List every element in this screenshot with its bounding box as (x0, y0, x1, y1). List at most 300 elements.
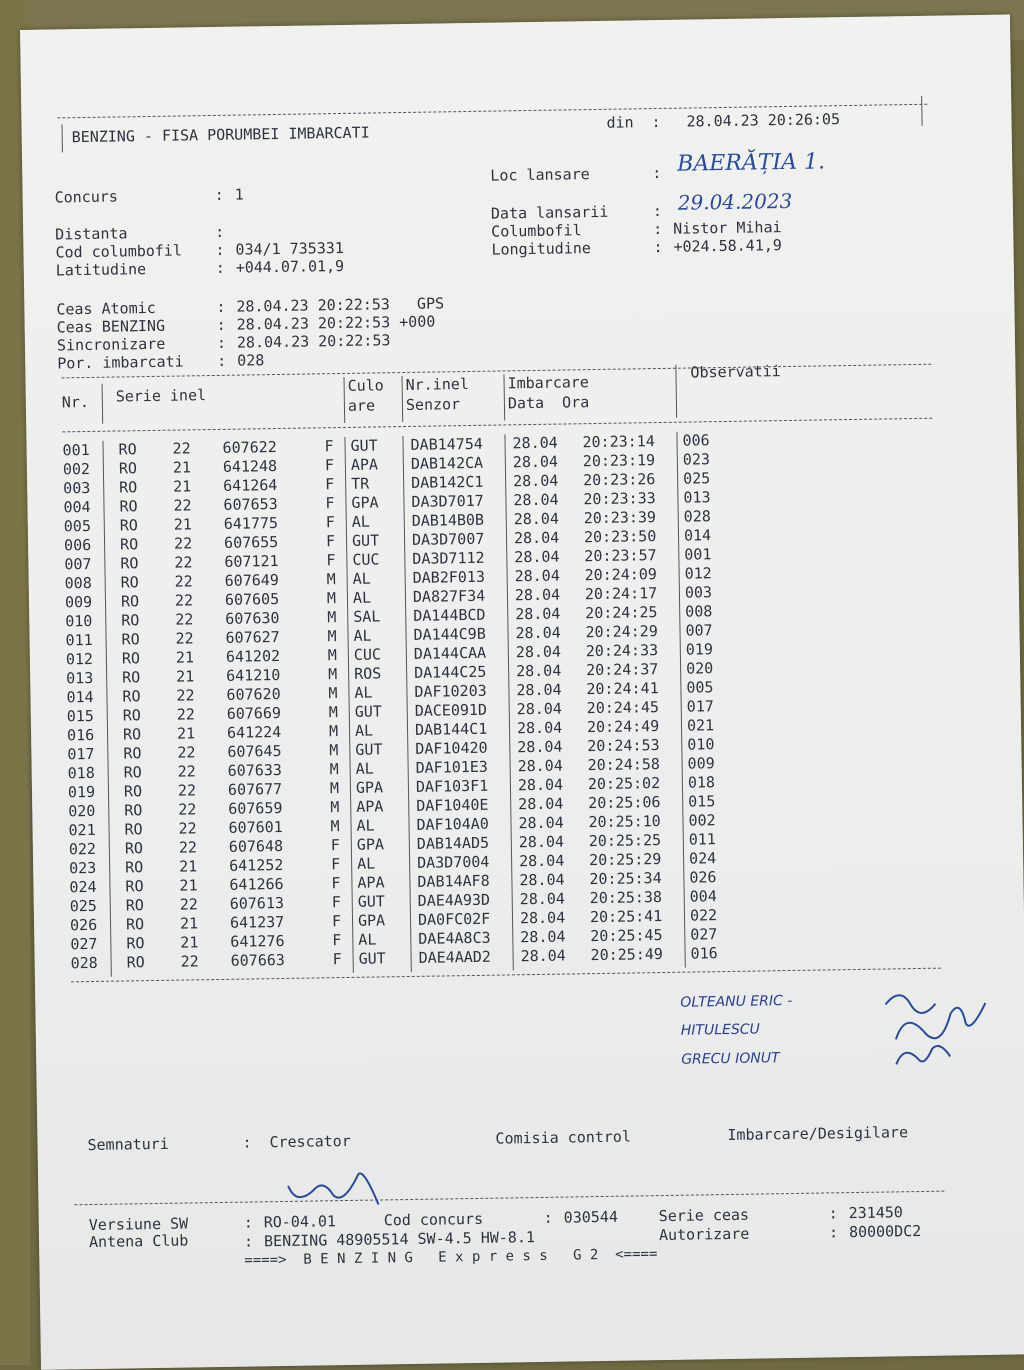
cell-an: 21 (180, 933, 199, 952)
cell-senzor: DA144BCD (413, 605, 486, 625)
cell-culoare: GPA (351, 493, 379, 512)
cell-obs: 021 (686, 716, 715, 735)
cell-tara: RO (123, 763, 142, 782)
cell-nr: 018 (67, 763, 95, 783)
cell-nr: 002 (62, 459, 91, 479)
commission-name-1: OLTEANU ERIC - (680, 992, 797, 1011)
cell-inel: 641248 (222, 457, 278, 476)
col-header-observatii: Observatii (690, 362, 781, 382)
cell-obs: 003 (684, 583, 713, 602)
cell-culoare: AL (353, 626, 372, 645)
cell-nr: 005 (63, 516, 92, 536)
cell-tara: RO (119, 516, 138, 535)
cell-ora: 20:25:06 (588, 793, 661, 813)
cell-nr: 014 (66, 687, 94, 707)
antena-club-label: Antena Club (88, 1231, 189, 1252)
concurs-value: 1 (234, 185, 244, 204)
cell-culoare: SAL (353, 607, 381, 626)
cell-obs: 004 (689, 887, 717, 906)
cell-nr: 006 (63, 535, 92, 555)
col-header-culoare-1: Culo (347, 376, 384, 395)
cell-ora: 20:24:25 (585, 603, 658, 623)
cell-sex: M (328, 722, 339, 741)
cell-culoare: APA (350, 455, 379, 474)
cell-an: 22 (174, 572, 193, 591)
cell-obs: 017 (686, 697, 714, 716)
commission-name-3: GRECU IONUT (681, 1050, 780, 1068)
cell-tara: RO (125, 896, 144, 915)
cell-nr: 003 (63, 478, 91, 498)
cell-obs: 005 (686, 678, 714, 697)
cell-sex: F (325, 513, 335, 532)
cell-senzor: DAB14AD5 (416, 833, 490, 853)
cell-culoare: TR (351, 474, 370, 493)
cell-senzor: DAB14AF8 (417, 871, 490, 891)
cell-obs: 015 (688, 792, 716, 811)
cell-culoare: CUC (353, 645, 382, 664)
cell-inel: 607653 (223, 495, 278, 514)
col-header-nr: Nr. (61, 392, 90, 412)
cell-an: 21 (179, 914, 199, 933)
cell-obs: 012 (684, 564, 712, 583)
birds-table-body (62, 428, 940, 982)
autorizare-value: 80000DC2 (848, 1221, 922, 1242)
cod-concurs-value: 030544 (563, 1207, 619, 1227)
cell-inel: 641237 (229, 912, 285, 932)
cell-ora: 20:23:33 (583, 489, 656, 509)
cell-inel: 607677 (227, 779, 283, 799)
cell-ora: 20:24:58 (587, 755, 661, 775)
serie-ceas-label: Serie ceas (658, 1205, 750, 1226)
cell-culoare: GUT (350, 436, 378, 455)
cell-nr: 013 (66, 668, 94, 688)
cell-senzor: DA3D7004 (416, 852, 490, 872)
cell-nr: 010 (65, 611, 93, 631)
cell-senzor: DAB14B0B (411, 510, 485, 530)
cell-data: 28.04 (512, 433, 558, 453)
cell-culoare: CUC (352, 550, 380, 569)
cell-culoare: AL (356, 854, 376, 873)
cell-culoare: GPA (356, 835, 385, 854)
cell-senzor: DAF101E3 (415, 757, 489, 777)
document-title: BENZING - FISA PORUMBEI IMBARCATI (71, 123, 370, 147)
cell-an: 22 (174, 591, 194, 610)
cod-columbofil-value: 034/1 735331 (235, 238, 344, 259)
cell-tara: RO (124, 801, 143, 820)
cell-nr: 001 (62, 440, 90, 460)
cell-tara: RO (125, 858, 144, 877)
cell-senzor: DAE4A8C3 (418, 928, 491, 948)
cell-obs: 007 (685, 621, 713, 640)
cell-ora: 20:24:45 (586, 698, 660, 718)
cell-data: 28.04 (516, 718, 563, 738)
cell-tara: RO (118, 440, 137, 459)
cell-data: 28.04 (517, 775, 564, 795)
cell-data: 28.04 (516, 699, 563, 719)
cell-tara: RO (118, 459, 138, 478)
cell-tara: RO (122, 687, 141, 706)
cell-senzor: DA144C9B (413, 624, 486, 644)
cell-senzor: DA827F34 (412, 586, 486, 606)
cell-data: 28.04 (518, 832, 565, 852)
cell-ora: 20:24:33 (585, 641, 659, 661)
cell-inel: 641252 (229, 855, 284, 875)
cell-ora: 20:23:57 (584, 546, 657, 566)
header-sep-imbarcare (675, 365, 677, 418)
cell-data: 28.04 (517, 756, 563, 776)
cell-tara: RO (125, 915, 145, 934)
cell-inel: 641775 (223, 514, 279, 533)
cell-tara: RO (123, 782, 143, 801)
cell-inel: 607659 (228, 798, 283, 818)
cell-inel: 641276 (230, 931, 285, 951)
cell-senzor: DA144C25 (414, 662, 487, 682)
cell-an: 21 (179, 857, 198, 876)
cell-data: 28.04 (518, 813, 564, 833)
cell-culoare: AL (356, 816, 375, 835)
ceas-atomic-value: 28.04.23 20:22:53 GPS (236, 294, 445, 316)
brand-line: ====> B E N Z I N G E x p r e s s G 2 <==== (244, 1246, 658, 1269)
cell-inel: 607663 (230, 950, 285, 970)
cell-sex: F (331, 912, 342, 931)
cell-tara: RO (119, 535, 139, 554)
cell-sex: M (327, 646, 338, 665)
cell-nr: 017 (67, 744, 95, 764)
longitudine-value: +024.58.41,9 (673, 236, 782, 256)
cell-senzor: DAE4A93D (417, 890, 491, 910)
cell-sex: M (328, 665, 338, 684)
cell-obs: 019 (685, 640, 714, 659)
cell-inel: 607648 (228, 836, 284, 856)
cell-nr: 026 (69, 915, 98, 935)
cell-culoare: AL (354, 683, 373, 702)
cell-ora: 20:25:02 (587, 774, 661, 794)
cell-sex: F (332, 931, 342, 950)
cell-ora: 20:24:17 (584, 584, 658, 604)
antena-club-value: BENZING 48905514 SW-4.5 HW-8.1 (263, 1228, 536, 1251)
cell-nr: 011 (65, 630, 93, 650)
header-left-border (61, 124, 62, 152)
cell-culoare: AL (354, 721, 374, 740)
cell-senzor: DAB142CA (410, 453, 484, 473)
cell-sex: M (327, 627, 337, 646)
cell-obs: 014 (683, 526, 712, 545)
cell-senzor: DA0FC02F (417, 909, 491, 929)
cell-senzor: DA3D7112 (412, 548, 485, 568)
cell-ora: 20:25:38 (589, 888, 663, 908)
ceas-benzing-label: Ceas BENZING (56, 316, 166, 337)
cell-culoare: APA (357, 873, 385, 892)
autorizare-label: Autorizare (658, 1224, 750, 1245)
din-label: din (606, 113, 634, 132)
cell-culoare: AL (358, 930, 377, 949)
cell-senzor: DA3D7017 (411, 491, 484, 511)
por-imbarcati-value: 028 (237, 351, 265, 370)
cell-senzor: DAB144C1 (414, 719, 488, 739)
latitudine-label: Latitudine (55, 260, 147, 280)
cell-inel: 607601 (228, 817, 283, 837)
cell-obs: 027 (690, 925, 718, 944)
col-header-imbarcare-1: Imbarcare (507, 373, 590, 393)
cell-culoare: GUT (355, 740, 383, 759)
cell-senzor: DAB2F013 (412, 567, 486, 587)
cell-sex: M (329, 779, 340, 798)
cell-inel: 607630 (225, 608, 280, 628)
cell-an: 21 (172, 458, 192, 477)
data-lansarii-label: Data lansarii (490, 202, 609, 223)
cell-sex: F (332, 950, 342, 969)
col-header-senzor-2: Senzor (405, 395, 461, 414)
cell-culoare: GPA (357, 911, 386, 930)
cell-data: 28.04 (512, 452, 559, 472)
cell-inel: 607627 (225, 627, 280, 647)
cell-an: 21 (175, 648, 195, 667)
cell-tara: RO (124, 820, 143, 839)
cell-obs: 018 (687, 773, 716, 792)
cell-nr: 019 (67, 782, 96, 802)
cell-obs: 028 (683, 507, 711, 526)
cell-tara: RO (121, 611, 140, 630)
header-sep-culoare (401, 376, 403, 422)
data-lansarii-handwritten: 29.04.2023 (677, 188, 793, 215)
cell-obs: 002 (688, 811, 716, 830)
cell-culoare: GUT (351, 531, 380, 550)
cell-senzor: DAB14754 (410, 434, 483, 454)
cell-ora: 20:24:49 (586, 717, 660, 737)
cell-obs: 026 (689, 868, 717, 887)
cell-inel: 641264 (223, 476, 278, 495)
sincronizare-label: Sincronizare (56, 334, 166, 355)
cell-inel: 641224 (226, 722, 282, 742)
col-header-imbarcare-2: Data Ora (507, 393, 590, 413)
cell-inel: 641266 (229, 874, 284, 894)
cell-tara: RO (124, 839, 144, 858)
cell-ora: 20:24:41 (586, 679, 659, 699)
ceas-atomic-label: Ceas Atomic (56, 298, 156, 319)
cell-an: 22 (175, 610, 194, 629)
loc-lansare-label: Loc lansare (490, 165, 590, 185)
cell-data: 28.04 (514, 566, 560, 586)
cell-an: 21 (179, 876, 198, 895)
cell-nr: 022 (68, 839, 97, 859)
cell-senzor: DA3D7007 (411, 529, 485, 549)
sincronizare-value: 28.04.23 20:22:53 (236, 331, 391, 352)
cell-tara: RO (120, 573, 139, 592)
cell-an: 22 (176, 705, 195, 724)
cell-nr: 009 (64, 592, 93, 612)
cell-ora: 20:24:09 (584, 565, 658, 585)
cell-an: 22 (180, 952, 199, 971)
cell-tara: RO (123, 744, 142, 763)
serie-ceas-value: 231450 (848, 1203, 904, 1223)
cell-obs: 001 (684, 545, 712, 564)
cell-obs: 009 (687, 754, 715, 773)
footer-top-rule (74, 1191, 944, 1206)
cell-an: 22 (177, 762, 196, 781)
comisia-control-label: Comisia control (495, 1127, 632, 1148)
cell-tara: RO (119, 478, 138, 497)
cell-an: 22 (174, 553, 193, 572)
cell-data: 28.04 (513, 490, 559, 510)
cell-obs: 020 (685, 659, 714, 678)
cell-data: 28.04 (515, 642, 562, 662)
cell-tara: RO (126, 953, 145, 972)
cell-an: 22 (172, 439, 191, 458)
cod-concurs-label: Cod concurs (383, 1209, 484, 1230)
cell-sex: M (328, 703, 338, 722)
cell-tara: RO (121, 649, 141, 668)
cell-inel: 607655 (223, 533, 279, 552)
cell-nr: 028 (70, 953, 98, 973)
cell-an: 22 (177, 781, 197, 800)
col-header-culoare-2: are (347, 396, 376, 415)
cell-nr: 020 (68, 801, 96, 821)
din-timestamp: 28.04.23 20:26:05 (686, 110, 841, 131)
cell-sex: F (331, 874, 341, 893)
printout-sheet: BENZING - FISA PORUMBEI IMBARCATI din : 28.04.23 20:26:05 Concurs : 1 Distanta : Cod columbofil : 034/1 735331 Latitudine : +044.07.01,9 Loc lansare : BAERĂȚIA 1. Data lansarii : 29.04.2023 Columbofil : Nistor Mihai Longitudine : +024.58.41,9 Ceas Atomic : 28.04.23 20:22:53 GPS Ceas BENZING : 28.04.23 20:22:53 +000 Sincronizare : 28.04.23 20:22:53 Por. imbarcati : 028 Nr. Serie inel Culo are Nr.inel Senzor Imbarcare Data Ora Observatii 001 RO 22 607622 F GUT DAB14754 28.04 20:23:14 006 002 RO 21 641248 F APA DAB142CA 28.04 20:23:19 023 003 RO 21 641264 F TR DAB142C1 28.04 20:23:26 025 004 RO 22 607653 F GPA DA3D7017 28.04 20:23:33 013 005 RO 21 641775 F AL DAB14B0B 28.04 20:23:39 028 006 RO 22 607655 F GUT DA3D7007 28.04 20:23:50 014 007 RO 22 607121 F CUC DA3D7112 28.04 20:23:57 001 008 RO 22 607649 M AL DAB2F013 28.04 20:24:09 012 009 RO 22 607605 M AL DA827F34 28.04 20:24:17 003 010 RO 22 607630 M SAL DA144BCD 28.04 20:24:25 008 011 RO 22 607627 M AL DA144C9B 28.04 20:24:29 007 012 RO 21 641202 M CUC DA144CAA 28.04 20:24:33 019 013 RO 21 641210 M ROS DA144C25 28.04 20:24:37 020 014 RO 22 607620 M AL DAF10203 28.04 20:24:41 005 015 RO 22 607669 M GUT DACE091D 28.04 20:24:45 017 016 RO 21 641224 M AL DAB144C1 28.04 20:24:49 021 017 RO 22 607645 M GUT DAF10420 28.04 20:24:53 010 018 RO 22 607633 M AL DAF101E3 28.04 20:24:58 009 019 RO 22 607677 M GPA DAF103F1 28.04 20:25:02 018 020 RO 22 607659 M APA DAF1040E 28.04 20:25:06 015 021 RO 22 607601 M AL DAF104A0 28.04 20:25:10 002 022 RO 22 607648 F GPA DAB14AD5 28.04 20:25:25 011 023 RO 21 641252 F AL DA3D7004 28.04 20:25:29 024 024 RO 21 641266 F APA DAB14AF8 28.04 20:25:34 026 025 RO 22 607613 F GUT DAE4A93D 28.04 20:25:38 004 026 RO 21 641237 F GPA DA0FC02F 28.04 20:25:41 022 027 RO 21 641276 F AL DAE4A8C3 28.04 20:25:45 027 028 RO 22 607663 F GUT DAE4AAD2 28.04 20:25:49 016 OLTEANU ERIC - HITULESCU GRECU IONUT Semnaturi : Crescator Comisia control Imbarcare/Desigilare Versiune SW : RO-04.01 Cod concurs : 030544 Serie ceas : 231450 Antena Club : BENZING 48905514 SW-4.5 HW-8.1 Autorizare : 80000DC2 ====> B E N Z I N G E x p r e s s G 2 <==== (20, 14, 1024, 1369)
cell-sex: M (327, 608, 337, 627)
col-header-serie-inel: Serie inel (115, 386, 207, 406)
cell-ora: 20:24:53 (587, 736, 660, 756)
cell-senzor: DAF10420 (415, 738, 488, 758)
cell-data: 28.04 (520, 927, 566, 947)
cell-tara: RO (122, 706, 141, 725)
crescator-label: Crescator (269, 1131, 351, 1152)
cell-an: 22 (175, 629, 194, 648)
cell-culoare: AL (352, 588, 372, 607)
cell-culoare: AL (355, 759, 374, 778)
versiune-sw-value: RO-04.01 (263, 1212, 337, 1232)
cell-sex: M (328, 684, 338, 703)
columbofil-value: Nistor Mihai (673, 218, 782, 238)
cell-ora: 20:23:39 (583, 508, 657, 528)
cell-data: 28.04 (519, 908, 566, 928)
header-sep-nr (102, 384, 104, 424)
cell-an: 22 (178, 800, 197, 819)
cell-an: 22 (177, 743, 196, 762)
cell-obs: 022 (689, 906, 718, 925)
cell-data: 28.04 (513, 509, 560, 529)
cell-senzor: DAF1040E (416, 795, 489, 815)
header-sep-serie (343, 377, 345, 423)
cell-data: 28.04 (518, 794, 564, 814)
cell-senzor: DAF103F1 (415, 776, 489, 796)
cell-an: 22 (178, 819, 197, 838)
imbarcare-desigilare-label: Imbarcare/Desigilare (727, 1123, 909, 1145)
cell-obs: 013 (683, 488, 711, 507)
cell-ora: 20:23:19 (582, 451, 656, 471)
cell-data: 28.04 (514, 547, 560, 567)
cell-obs: 023 (682, 450, 711, 469)
cell-data: 28.04 (513, 471, 559, 491)
semnaturi-label: Semnaturi (87, 1134, 169, 1155)
cell-an: 21 (176, 724, 196, 743)
cell-ora: 20:23:26 (582, 470, 656, 490)
cell-senzor: DA144CAA (413, 643, 487, 663)
cell-senzor: DAF104A0 (416, 814, 489, 834)
cell-nr: 004 (63, 497, 91, 517)
cell-inel: 607649 (224, 571, 279, 590)
ceas-benzing-value: 28.04.23 20:22:53 +000 (236, 312, 436, 334)
commission-signatures (875, 983, 1006, 1075)
cell-nr: 021 (68, 820, 96, 840)
cell-ora: 20:25:25 (588, 831, 662, 851)
cell-sex: F (326, 551, 336, 570)
cell-inel: 641202 (225, 646, 281, 666)
cell-tara: RO (120, 554, 139, 573)
loc-lansare-handwritten: BAERĂȚIA 1. (676, 149, 826, 177)
cell-inel: 607633 (227, 760, 282, 780)
cell-culoare: AL (351, 512, 370, 531)
latitudine-value: +044.07.01,9 (235, 256, 345, 277)
cell-ora: 20:23:14 (582, 432, 655, 452)
cell-data: 28.04 (515, 604, 561, 624)
cell-inel: 607645 (227, 741, 282, 761)
cell-an: 21 (173, 477, 192, 496)
cell-tara: RO (125, 877, 144, 896)
cell-culoare: APA (356, 797, 384, 816)
distanta-label: Distanta (55, 224, 128, 244)
cell-nr: 016 (66, 725, 95, 745)
cell-obs: 025 (682, 469, 711, 488)
cell-nr: 012 (65, 649, 94, 669)
cell-inel: 607622 (222, 438, 277, 457)
cell-inel: 607121 (224, 552, 279, 571)
cell-obs: 016 (690, 944, 718, 963)
cell-senzor: DAB142C1 (411, 472, 484, 492)
cell-data: 28.04 (516, 680, 562, 700)
cell-sex: M (330, 817, 340, 836)
cell-sex: F (325, 494, 335, 513)
cell-senzor: DACE091D (414, 700, 488, 720)
cell-tara: RO (122, 725, 142, 744)
cell-sex: F (324, 456, 335, 475)
cell-data: 28.04 (517, 737, 563, 757)
cell-senzor: DAF10203 (414, 681, 487, 701)
cell-inel: 641210 (226, 665, 281, 685)
col-header-senzor-1: Nr.inel (405, 374, 469, 394)
cell-culoare: AL (352, 569, 371, 588)
cell-nr: 007 (64, 554, 92, 574)
cell-nr: 027 (70, 934, 98, 954)
header-sep-senzor (503, 374, 505, 420)
cell-an: 22 (173, 534, 193, 553)
cell-data: 28.04 (520, 946, 566, 966)
cell-ora: 20:25:45 (590, 926, 663, 946)
cell-nr: 023 (69, 858, 97, 878)
cell-an: 22 (178, 838, 198, 857)
cell-ora: 20:25:49 (590, 945, 663, 965)
cell-inel: 607669 (226, 703, 282, 723)
cell-sex: M (326, 570, 336, 589)
columbofil-label: Columbofil (491, 221, 582, 241)
cell-obs: 010 (687, 735, 715, 754)
cell-data: 28.04 (514, 585, 561, 605)
cell-culoare: ROS (354, 664, 382, 683)
cell-ora: 20:25:41 (589, 907, 663, 927)
cell-ora: 20:25:10 (588, 812, 661, 832)
cell-inel: 607605 (224, 590, 280, 609)
cell-nr: 024 (69, 877, 97, 897)
cell-tara: RO (121, 630, 140, 649)
cell-obs: 006 (682, 431, 710, 450)
cell-sex: F (331, 893, 341, 912)
cell-ora: 20:24:29 (585, 622, 658, 642)
cell-data: 28.04 (513, 528, 560, 548)
cell-sex: F (325, 532, 336, 551)
cell-ora: 20:23:50 (583, 527, 657, 547)
cell-sex: F (330, 836, 341, 855)
